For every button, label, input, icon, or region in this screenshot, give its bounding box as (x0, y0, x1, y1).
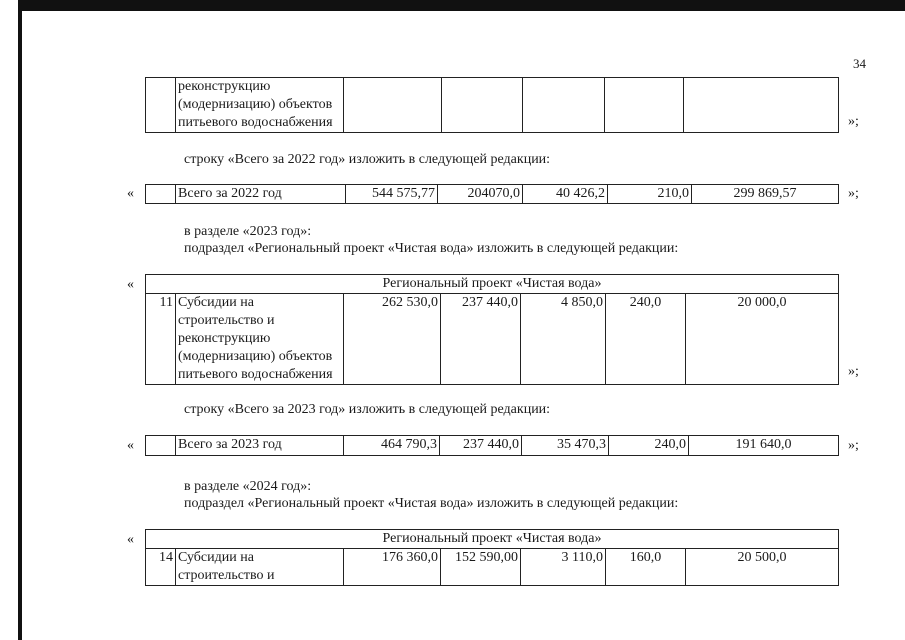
total-v5: 191 640,0 (689, 436, 839, 456)
table-total-2023 (145, 435, 839, 456)
cell-text: реконструкцию (модернизацию) объектов питьевого водоснабжения (176, 78, 344, 133)
section-2023-line2: подраздел «Региональный проект «Чистая вода» изложить в следующей редакции: (184, 241, 679, 256)
scan-border-left (18, 0, 22, 640)
quote-open: « (127, 277, 134, 292)
section-2024-line2: подраздел «Региональный проект «Чистая вода» изложить в следующей редакции: (184, 496, 679, 511)
row-v1: 262 530,0 (344, 294, 441, 385)
quote-close: »; (848, 114, 859, 129)
quote-open: « (127, 532, 134, 547)
instruction-2022: строку «Всего за 2022 год» изложить в следующей редакции: (184, 152, 551, 167)
total-v2: 204070,0 (438, 185, 523, 204)
row-v4: 240,0 (606, 294, 686, 385)
total-label: Всего за 2023 год (176, 436, 344, 456)
total-v3: 35 470,3 (522, 436, 609, 456)
table-2023 (145, 274, 839, 385)
total-v1: 544 575,77 (346, 185, 438, 204)
row-v4: 160,0 (606, 549, 686, 586)
row-text: Субсидии на строительство и реконструкцию (модернизацию) объектов питьевого водоснабжения (176, 294, 344, 385)
cell-num (146, 78, 176, 133)
total-v4: 240,0 (609, 436, 689, 456)
quote-close: »; (848, 186, 859, 201)
table-total-2022 (145, 184, 839, 204)
row-v5: 20 000,0 (686, 294, 839, 385)
row-v3: 4 850,0 (521, 294, 606, 385)
total-v1: 464 790,3 (344, 436, 440, 456)
instruction-2023: строку «Всего за 2023 год» изложить в следующей редакции: (184, 402, 551, 417)
quote-open: « (127, 438, 134, 453)
total-label: Всего за 2022 год (176, 185, 346, 204)
section-2023-line1: в разделе «2023 год»: (184, 224, 312, 239)
total-v4: 210,0 (608, 185, 692, 204)
table-2024 (145, 529, 839, 586)
table-continuation (145, 77, 839, 133)
section-2024-line1: в разделе «2024 год»: (184, 479, 312, 494)
page-number: 34 (853, 56, 866, 71)
section-header: Региональный проект «Чистая вода» (146, 530, 839, 549)
quote-close: »; (848, 438, 859, 453)
row-v2: 152 590,00 (441, 549, 521, 586)
total-v2: 237 440,0 (440, 436, 522, 456)
row-number: 14 (146, 549, 176, 586)
quote-close: »; (848, 364, 859, 379)
row-number: 11 (146, 294, 176, 385)
scan-border-top (18, 0, 905, 11)
section-header: Региональный проект «Чистая вода» (146, 275, 839, 294)
total-v5: 299 869,57 (692, 185, 839, 204)
quote-open: « (127, 186, 134, 201)
row-v1: 176 360,0 (344, 549, 441, 586)
row-text: Субсидии на строительство и (176, 549, 344, 586)
row-v2: 237 440,0 (441, 294, 521, 385)
total-v3: 40 426,2 (523, 185, 608, 204)
row-v5: 20 500,0 (686, 549, 839, 586)
row-v3: 3 110,0 (521, 549, 606, 586)
